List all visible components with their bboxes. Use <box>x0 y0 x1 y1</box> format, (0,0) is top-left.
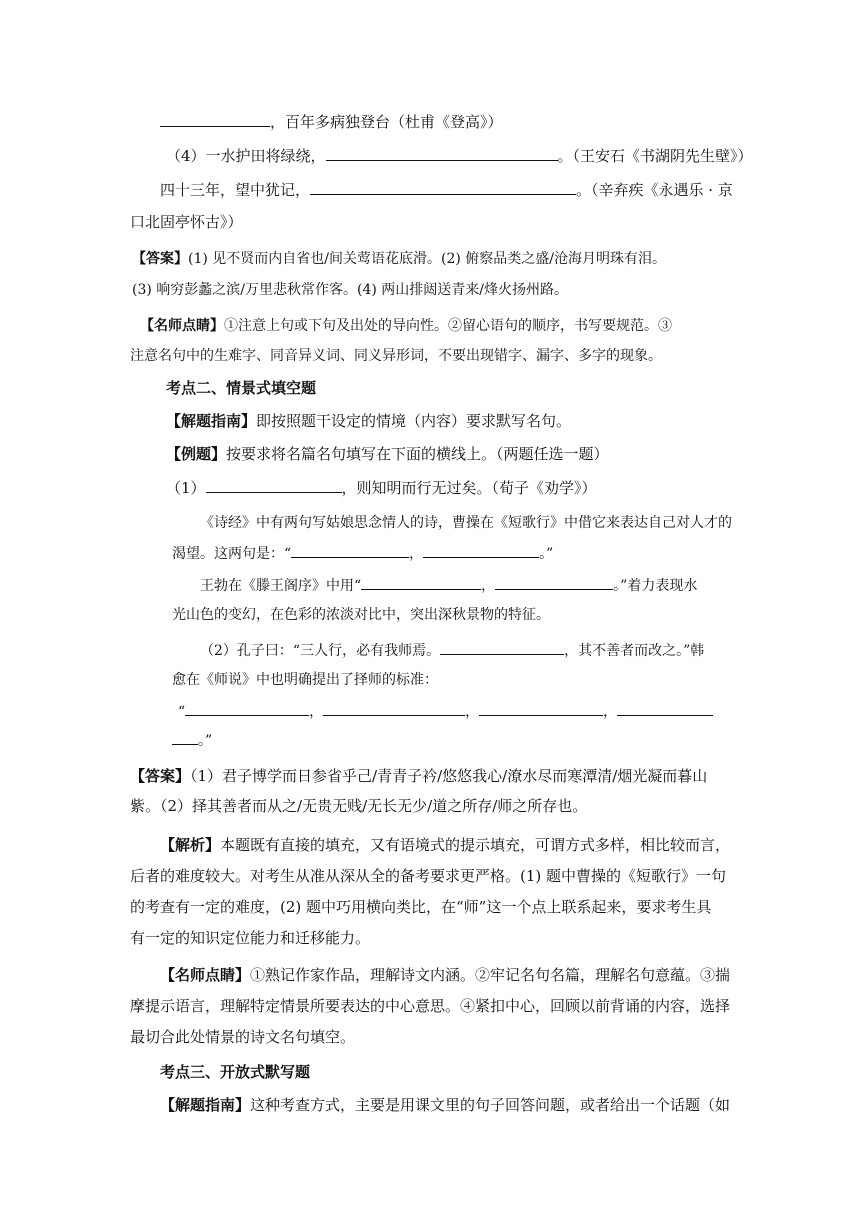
answer-blank <box>326 146 558 161</box>
tip-1-line-a: 【名师点睛】①注意上句或下句及出处的导向性。②留心语句的顺序，书写要规范。③ <box>140 318 672 334</box>
section-3-heading: 考点三、开放式默写题 <box>160 1063 311 1081</box>
analysis-line-c: 的考查有一定的难度，(2) 题中巧用横向类比，在“师”这一个点上联系起来，要求考生具 <box>130 898 712 916</box>
section-2-heading: 考点二、情景式填空题 <box>166 379 317 397</box>
question-1c-line-b: 光山色的变幻，在色彩的浓淡对比中，突出深秋景物的特征。 <box>172 607 550 623</box>
answer-blank <box>323 701 465 716</box>
answer-blank <box>440 640 564 655</box>
answer-blank <box>495 575 613 590</box>
answer-1-line-b: (3) 响穷彭蠡之滨/万里悲秋常作客。(4) 两山排闼送青来/烽火扬州路。 <box>132 282 568 298</box>
line-2: （4）一水护田将绿绕， 。（王安石《书湖阴先生壁》） <box>166 147 753 165</box>
question-2-line-c: “ ， ， ， <box>178 701 713 722</box>
question-1b-line-a: 《诗经》中有两句写姑娘思念情人的诗，曹操在《短歌行》中借它来表达自己对人才的 <box>200 515 732 531</box>
question-2-line-b: 愈在《师说》中也明确提出了择师的标准： <box>172 672 438 688</box>
answer-blank <box>361 575 481 590</box>
line-3: 四十三年，望中犹记， 。（辛弃疾《永遇乐 · 京 <box>160 181 733 199</box>
question-1: （1） ，则知明而行无过矣。（荀子《劝学》） <box>166 479 597 497</box>
analysis-line-b: 后者的难度较大。对考生从准从深从全的备考要求更严格。(1) 题中曹操的《短歌行》一句 <box>130 867 727 885</box>
answer-blank <box>479 701 603 716</box>
tip-2-line-a: 【名师点睛】①熟记作家作品，理解诗文内涵。②牢记名句名篇，理解名句意蕴。③揣 <box>160 966 731 984</box>
answer-blank <box>310 180 576 195</box>
answer-blank <box>291 543 409 558</box>
answer-blank <box>206 478 342 493</box>
answer-blank <box>185 701 309 716</box>
answer-blank <box>172 730 198 745</box>
question-2-line-a: （2）孔子曰：“三人行，必有我师焉。 ，其不善者而改之。”韩 <box>200 640 704 661</box>
guide-3: 【解题指南】这种考查方式，主要是用课文里的句子回答问题，或者给出一个话题（如 <box>160 1096 731 1114</box>
tip-2-line-b: 摩提示语言，理解特定情景所要表达的中心意思。④紧扣中心，回顾以前背诵的内容，选择 <box>130 997 731 1015</box>
question-1b-line-b: 渴望。这两句是：“ ， 。” <box>172 543 553 564</box>
analysis-line-d: 有一定的知识定位能力和迁移能力。 <box>130 929 371 947</box>
answer-blank <box>160 112 270 127</box>
line-1: ，百年多病独登台（杜甫《登高》） <box>160 112 503 132</box>
answer-1-line-a: 【答案】(1) 见不贤而内自省也/间关莺语花底滑。(2) 俯察品类之盛/沧海月明珠有泪。 <box>132 251 666 267</box>
example-intro: 【例题】按要求将名篇名句填写在下面的横线上。（两题任选一题） <box>166 445 609 463</box>
analysis-line-a: 【解析】本题既有直接的填充，又有语境式的提示填充，可谓方式多样，相比较而言， <box>160 836 731 854</box>
question-1c-line-a: 王勃在《滕王阁序》中用“ ， 。”着力表现水 <box>200 575 697 596</box>
question-2-line-d: 。” <box>172 730 212 751</box>
answer-blank <box>617 701 713 716</box>
line-4: 口北固亭怀古》） <box>130 213 243 231</box>
guide-2: 【解题指南】即按照题干设定的情境（内容）要求默写名句。 <box>166 412 572 430</box>
answer-2-line-a: 【答案】（1）君子博学而日参省乎己/青青子衿/悠悠我心/潦水尽而寒潭清/烟光凝而暮山 <box>130 767 708 785</box>
answer-blank <box>423 543 539 558</box>
answer-2-line-b: 紫。（2）择其善者而从之/无贵无贱/无长无少/道之所存/师之所存也。 <box>130 797 588 815</box>
tip-1-line-b: 注意名句中的生难字、同音异义词、同义异形词，不要出现错字、漏字、多字的现象。 <box>130 348 662 364</box>
tip-2-line-c: 最切合此处情景的诗文名句填空。 <box>130 1028 356 1046</box>
